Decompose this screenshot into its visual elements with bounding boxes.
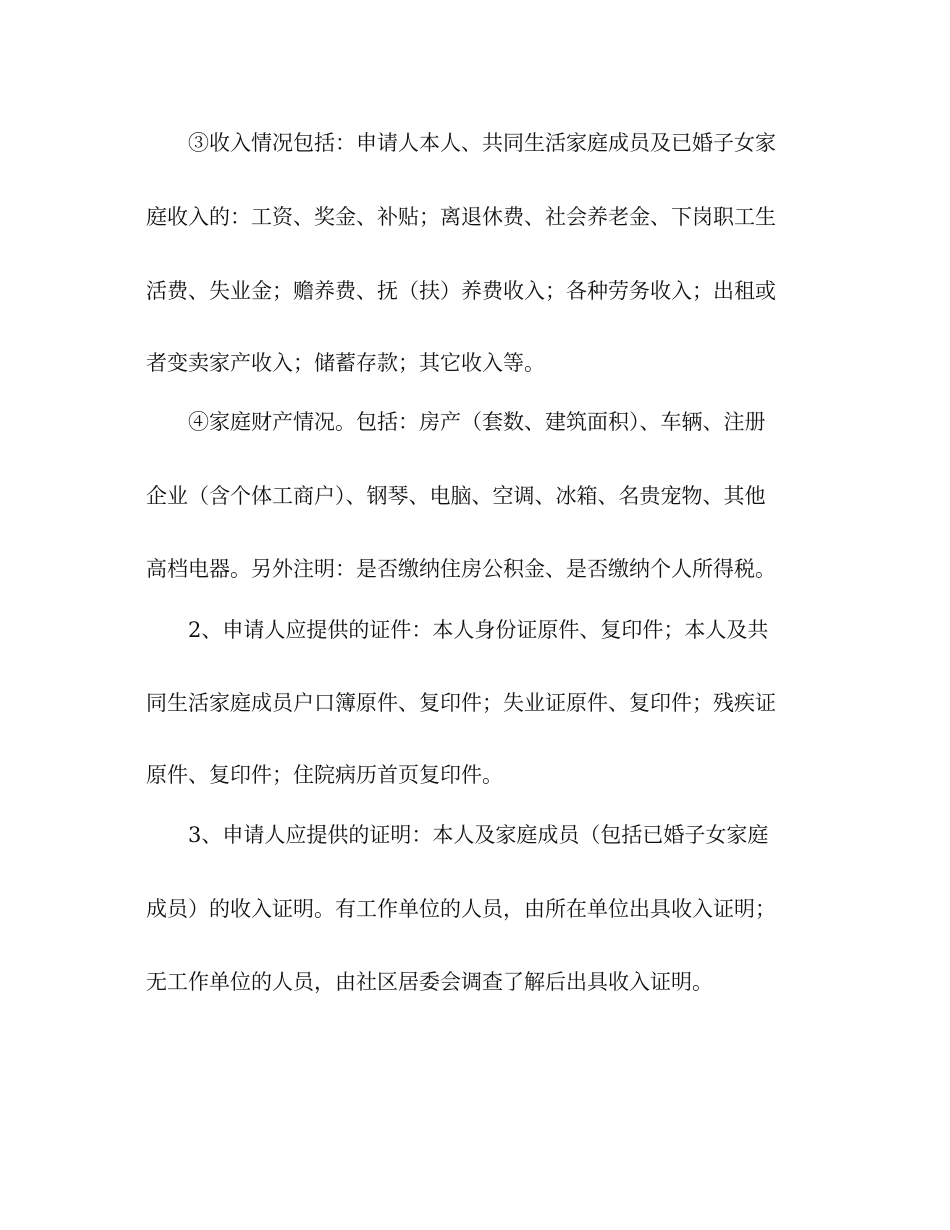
paragraph-4-line-1: 3、申请人应提供的证明：本人及家庭成员（包括已婚子女家庭 bbox=[188, 823, 769, 847]
paragraph-1-line-4: 者变卖家产收入；储蓄存款；其它收入等。 bbox=[146, 351, 545, 375]
paragraph-3-line-2: 同生活家庭成员户口簿原件、复印件；失业证原件、复印件；残疾证 bbox=[146, 691, 776, 715]
paragraph-2-line-1: ④家庭财产情况。包括：房产（套数、建筑面积）、车辆、注册 bbox=[188, 410, 766, 434]
paragraph-4-line-3: 无工作单位的人员，由社区居委会调查了解后出具收入证明。 bbox=[146, 970, 713, 994]
paragraph-3-line-1: 2、申请人应提供的证件：本人身份证原件、复印件；本人及共 bbox=[188, 618, 769, 642]
paragraph-1-line-2: 庭收入的：工资、奖金、补贴；离退休费、社会养老金、下岗职工生 bbox=[146, 205, 776, 229]
paragraph-2-line-3: 高档电器。另外注明：是否缴纳住房公积金、是否缴纳个人所得税。 bbox=[146, 557, 776, 581]
paragraph-1-line-3: 活费、失业金；赡养费、抚（扶）养费收入；各种劳务收入；出租或 bbox=[146, 279, 776, 303]
paragraph-3-line-3: 原件、复印件；住院病历首页复印件。 bbox=[146, 763, 503, 787]
paragraph-2-line-2: 企业（含个体工商户）、钢琴、电脑、空调、冰箱、名贵宠物、其他 bbox=[146, 484, 766, 508]
paragraph-1-line-1: ③收入情况包括：申请人本人、共同生活家庭成员及已婚子女家 bbox=[188, 131, 776, 155]
paragraph-4-line-2: 成员）的收入证明。有工作单位的人员，由所在单位出具收入证明； bbox=[146, 897, 776, 921]
